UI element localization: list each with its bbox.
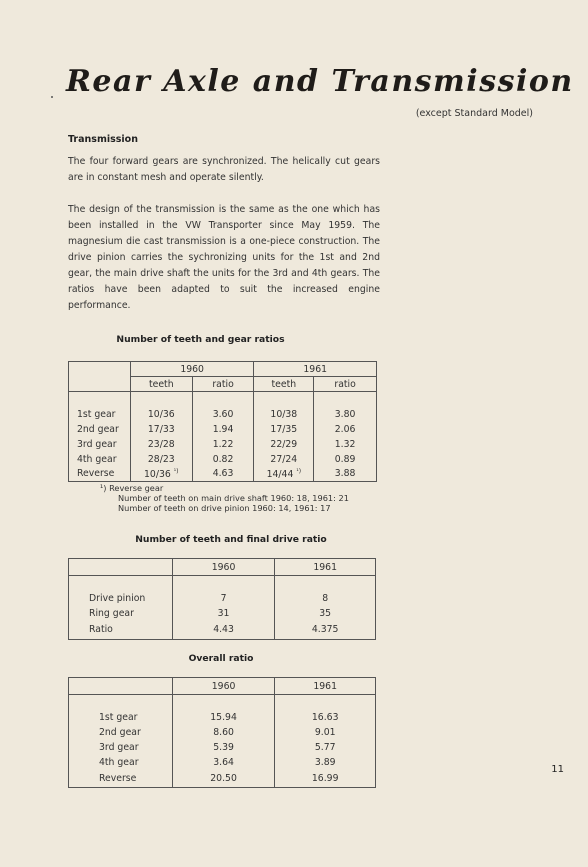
cell: 20.50: [172, 770, 275, 788]
cell: 4.43: [172, 621, 275, 640]
cell: 9.01: [275, 725, 376, 740]
cell: 5.77: [275, 740, 376, 755]
row-label: 1st gear: [77, 408, 116, 420]
table2-header-row: [69, 559, 376, 576]
table3-header-row: [69, 678, 376, 695]
table1-corner: [69, 362, 131, 392]
row-label: 4th gear: [99, 756, 139, 768]
table-row: [69, 710, 376, 725]
overall-ratio-table: [68, 677, 376, 788]
table-row: [69, 437, 377, 452]
footnote-text: Reverse gear: [109, 483, 164, 493]
cell: 1.22: [192, 437, 254, 452]
cell: 3.88: [314, 467, 377, 482]
row-label: Ratio: [89, 624, 113, 636]
footnote-line: Number of teeth on main drive shaft 1960: 18, 1961: 21: [118, 493, 349, 503]
row-label: Ring gear: [89, 607, 134, 619]
margin-dot: [51, 96, 53, 98]
final-drive-table: [68, 558, 376, 640]
table2-corner: [69, 559, 173, 576]
table2-year: 1961: [275, 559, 376, 576]
row-label: 4th gear: [77, 453, 117, 465]
paragraph-synchronized: The four forward gears are synchronized. The helically cut gears are in constant mesh and operate silently.: [68, 156, 380, 183]
table3-year: 1960: [172, 678, 275, 695]
cell: 22/29: [254, 437, 314, 452]
table3-year: 1961: [275, 678, 376, 695]
cell-value: 10/36: [144, 468, 171, 480]
cell: 1.94: [192, 422, 254, 437]
table1-subheader: ratio: [192, 377, 254, 392]
row-label: Drive pinion: [89, 592, 146, 604]
cell: 16.63: [275, 710, 376, 725]
cell: 3.64: [172, 755, 275, 770]
table-row: [69, 755, 376, 770]
table-row: [69, 392, 377, 407]
table3-title: Overall ratio: [188, 653, 254, 664]
table-row: [69, 467, 377, 482]
row-label: 2nd gear: [99, 726, 141, 738]
row-label: 3rd gear: [77, 438, 117, 450]
table-row: [69, 740, 376, 755]
footnote-line: [100, 483, 349, 493]
paragraph-design: The design of the transmission is the same as the one which has been installed in the VW Transporter since May 1959. The magnesium die cast transmission is a one-piece construction. The drive pinion carries the sychronizing units for the 1st and 2nd gear, the main drive shaft the units for the 3rd and 4th gears. The ratios have been adapted to suit the increased engine performance.: [68, 204, 380, 311]
cell: 4.63: [192, 467, 254, 482]
table3-corner: [69, 678, 173, 695]
table1-subheader: teeth: [130, 377, 192, 392]
cell: 7: [172, 591, 275, 606]
cell: 8: [275, 591, 376, 606]
cell: 3.60: [192, 407, 254, 422]
cell: [254, 467, 314, 482]
cell: 15.94: [172, 710, 275, 725]
table2-title: Number of teeth and final drive ratio: [135, 534, 327, 545]
cell: 16.99: [275, 770, 376, 788]
cell: 23/28: [130, 437, 192, 452]
cell: 27/24: [254, 452, 314, 467]
cell: 28/23: [130, 452, 192, 467]
table-row: [69, 606, 376, 621]
cell: 8.60: [172, 725, 275, 740]
footnote-line: Number of teeth on drive pinion 1960: 14, 1961: 17: [118, 503, 331, 513]
cell: 4.375: [275, 621, 376, 640]
page-title: Rear Axle and Transmission: [66, 64, 574, 99]
table1-subheader: teeth: [254, 377, 314, 392]
cell: 0.89: [314, 452, 377, 467]
cell-value: 14/44: [266, 468, 294, 480]
cell: 31: [172, 606, 275, 621]
table-row: [69, 452, 377, 467]
cell: 35: [275, 606, 376, 621]
row-label: 3rd gear: [99, 741, 139, 753]
table-row: [69, 770, 376, 788]
cell: 2.06: [314, 422, 377, 437]
footnote-marker: ¹): [100, 483, 107, 493]
table-row: [69, 576, 376, 591]
cell: 3.89: [275, 755, 376, 770]
cell: [130, 467, 192, 482]
table1-year-row: [69, 362, 377, 377]
table1-year-1961: 1961: [254, 362, 377, 377]
table-row: [69, 621, 376, 640]
table-row: [69, 695, 376, 710]
cell: 3.80: [314, 407, 377, 422]
row-label: 2nd gear: [77, 423, 119, 435]
cell: 1.32: [314, 437, 377, 452]
row-label: Reverse: [99, 772, 137, 784]
cell: 0.82: [192, 452, 254, 467]
table1-year-1960: 1960: [130, 362, 254, 377]
page-number: 11: [551, 764, 564, 775]
row-label: Reverse: [77, 468, 115, 480]
footnote-ref: ¹): [296, 467, 302, 475]
table-row: [69, 407, 377, 422]
table2-year: 1960: [172, 559, 275, 576]
footnote: [100, 483, 349, 513]
cell: 10/38: [254, 407, 314, 422]
table-row: [69, 591, 376, 606]
table-row: [69, 422, 377, 437]
table1-title: Number of teeth and gear ratios: [116, 334, 285, 345]
cell: 5.39: [172, 740, 275, 755]
page-subtitle: (except Standard Model): [415, 108, 533, 119]
cell: 10/36: [130, 407, 192, 422]
table1-subheader: ratio: [314, 377, 377, 392]
gear-ratio-table: [68, 361, 377, 482]
footnote-ref: ¹): [173, 467, 179, 475]
table-row: [69, 725, 376, 740]
row-label: 1st gear: [99, 711, 138, 723]
cell: 17/35: [254, 422, 314, 437]
cell: 17/33: [130, 422, 192, 437]
section-heading: Transmission: [68, 134, 138, 145]
